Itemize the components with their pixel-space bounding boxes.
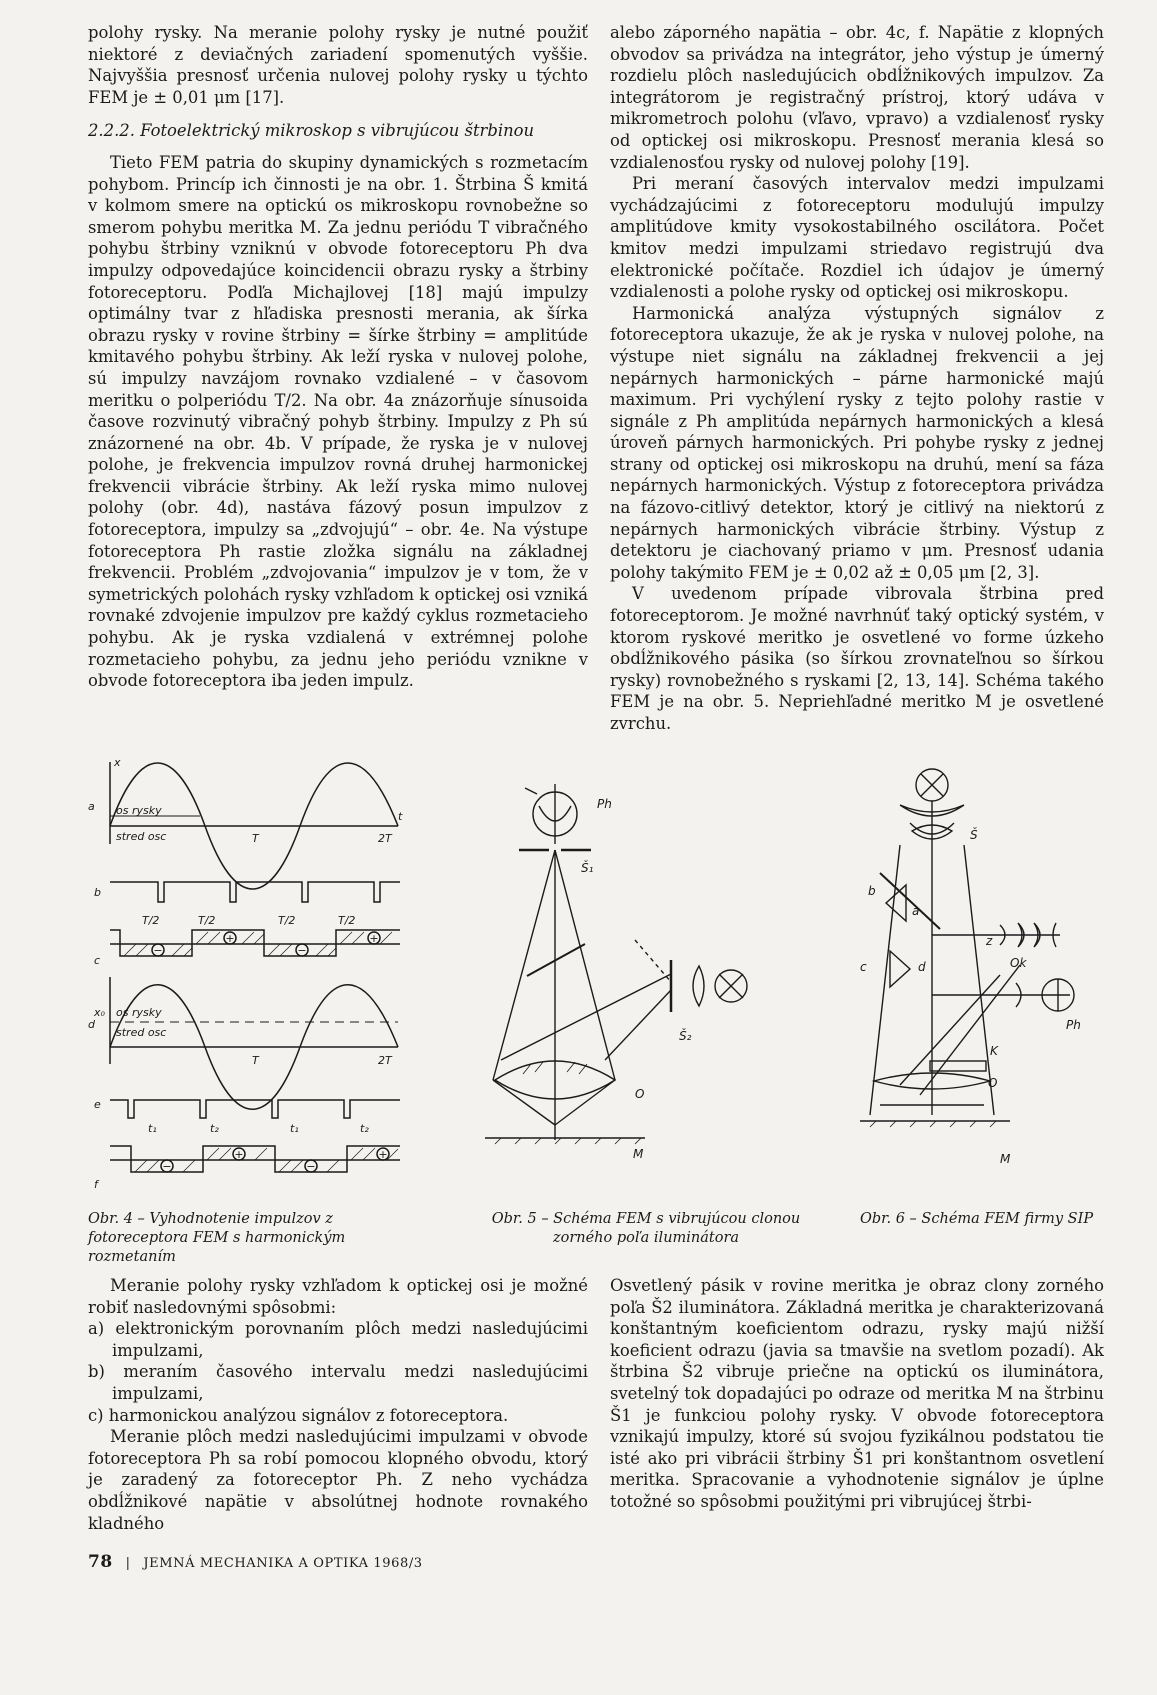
- journal-name: JEMNÁ MECHANIKA A OPTIKA 1968/3: [143, 1556, 423, 1571]
- label-x0: x₀: [94, 1006, 105, 1019]
- sign-plus: +: [378, 1148, 388, 1161]
- footer-separator: |: [125, 1556, 131, 1571]
- sign-minus: −: [297, 944, 307, 957]
- paragraph: Harmonická analýza výstupných signálov z fotoreceptora ukazuje, že ak je ryska v nulovej polohe, na výstupe niet signálu na základnej frekvencii a jej nepárnych harmonických – párne harmonické majú maximum. Pri vychýlení rysky z tejto polohy rastie v signále z Ph amplitúda nepárnych harmonických a klesá úroveň párnych harmonických. Pri pohybe rysky z jednej strany od optickej osi mikroskopu na druhú, mení sa fáza nepárnych harmonických. Výstup z fotoreceptora privádza na fázovo-citlivý detektor, ktorý je citlivý na niektorú z nepárnych harmonických vibrácie štrbiny. Výstup z detektoru je ciachovaný priamo v μm. Presnosť udania polohy takýmito FEM je ± 0,02 až ± 0,05 μm [2, 3].: [610, 303, 1104, 582]
- top-left-column: [88, 22, 588, 692]
- label-f: f: [94, 1178, 98, 1191]
- paragraph: Meranie plôch medzi nasledujúcimi impulzami v obvode fotoreceptora Ph sa robí pomocou klopného obvodu, ktorý je zaradený za fotoreceptor Ph. Z neho vychádza obdĺžnikové napätie v absolútnej hodnote rovnakého kladného: [88, 1427, 588, 1533]
- label-e: e: [94, 1098, 101, 1111]
- label-d: d: [918, 960, 926, 974]
- label-S1: Š₁: [581, 861, 594, 875]
- sign-plus: +: [369, 932, 379, 945]
- list-item: b) meraním časového intervalu medzi nasledujúcimi impulzami,: [88, 1362, 588, 1403]
- label-O: O: [988, 1076, 998, 1090]
- label-c: c: [860, 960, 867, 974]
- label-M: M: [633, 1147, 644, 1161]
- bottom-right-column: [610, 1275, 1104, 1513]
- label-z: z: [986, 934, 993, 948]
- page-number: 78: [88, 1552, 113, 1572]
- sign-minus: −: [162, 1160, 172, 1173]
- paragraph: alebo záporného napätia – obr. 4c, f. Napätie z klopných obvodov sa privádza na integrátor, jeho výstup je úmerný rozdielu plôch nasledujúcich obdĺžnikových impulzov. Za integrátorom je registračný prístroj, ktorý udáva v mikrometroch polohu (vľavo, vpravo) a vzdialenosť rysky od optickej osi mikroskopu. Presnosť merania klesá so vzdialenosťou rysky od nulovej polohy [19].: [610, 23, 1104, 172]
- top-right-column: [610, 22, 1104, 735]
- label-t1: t₁: [148, 1122, 157, 1135]
- label-half-2: T/2: [198, 914, 216, 927]
- paragraph: Osvetlený pásik v rovine meritka je obraz clony zorného poľa Š2 iluminátora. Základná meritka je charakterizovaná konštantným koeficientom odrazu, rysky majú nižší koeficient odrazu (javia sa tmavšie na svetlom pozadí). Ak štrbina Š2 vibruje priečne na optickú os iluminátora, svetelný tok dopadajúci po odraze od meritka M na štrbinu Š1 je funkciou polohy rysky. V obvode fotoreceptora vznikajú impulzy, ktoré sú svojou fyzikálnou podstatou tie isté ako pri vibrácii štrbiny Š1 pri konštantnom osvetlení meritka. Spracovanie a vyhodnotenie signálov je úplne totožné so spôsobmi použitými pri vibrujúcej štrbi-: [610, 1276, 1104, 1511]
- paragraph: Meranie polohy rysky vzhľadom k optickej osi je možné robiť nasledovnými spôsobmi:: [88, 1276, 588, 1317]
- label-2T: 2T: [378, 832, 392, 845]
- bottom-left-column: [88, 1275, 588, 1534]
- sign-minus: −: [153, 944, 163, 957]
- label-t2b: t₂: [360, 1122, 369, 1135]
- method-list: [88, 1318, 588, 1426]
- sign-plus: +: [225, 932, 235, 945]
- label-M: M: [1000, 1152, 1011, 1166]
- label-Ok: Ok: [1010, 956, 1027, 970]
- figure-6-diagram: [860, 755, 1120, 1175]
- label-t1b: t₁: [290, 1122, 299, 1135]
- label-d: d: [88, 1018, 95, 1031]
- figure-4-caption: Obr. 4 – Vyhodnotenie impulzov z fotoreceptora FEM s harmonickým rozmetaním: [88, 1211, 346, 1265]
- label-x: x: [114, 756, 121, 769]
- label-a: a: [912, 904, 920, 918]
- label-stred-osc: stred osc: [116, 830, 167, 843]
- label-S: Š: [970, 828, 978, 842]
- sign-plus: +: [234, 1148, 244, 1161]
- label-2T-d: 2T: [378, 1054, 392, 1067]
- label-b: b: [94, 886, 101, 899]
- list-item: c) harmonickou analýzou signálov z fotoreceptora.: [88, 1405, 509, 1425]
- label-half-3: T/2: [278, 914, 296, 927]
- label-t2: t₂: [210, 1122, 219, 1135]
- label-Ph: Ph: [597, 797, 612, 811]
- figure-6-caption: Obr. 6 – Schéma FEM firmy SIP: [860, 1211, 1094, 1227]
- list-item: a) elektronickým porovnaním plôch medzi nasledujúcimi impulzami,: [88, 1319, 588, 1360]
- sign-minus: −: [306, 1160, 316, 1173]
- page-footer: [88, 1552, 423, 1572]
- label-K: K: [990, 1044, 998, 1058]
- label-c: c: [94, 954, 101, 967]
- label-T: T: [252, 832, 259, 845]
- figure-5-caption: Obr. 5 – Schéma FEM s vibrujúcou clonou zorného poľa iluminátora: [491, 1211, 801, 1246]
- label-os-rysky-d: os rysky: [116, 1006, 162, 1019]
- figure-4-diagram: [80, 752, 420, 1197]
- figure-5-diagram: [485, 780, 815, 1170]
- paragraph: Pri meraní časových intervalov medzi impulzami vychádzajúcimi z fotoreceptoru modulujú impulzy amplitúdove kmity vysokostabilného oscilátora. Počet kmitov medzi impulzami striedavo registrujú dva elektronické počítače. Rozdiel ich údajov je úmerný vzdialenosti a polohe rysky od optickej osi mikroskopu.: [610, 174, 1104, 302]
- paragraph: Tieto FEM patria do skupiny dynamických s rozmetacím pohybom. Princíp ich činnosti je na obr. 1. Štrbina Š kmitá v kolmom smere na optickú os mikroskopu rovnobežne so smerom pohybu meritka M. Za jednu periódu T vibračného pohybu štrbiny vzniknú v obvode fotoreceptoru Ph dva impulzy odpovedajúce koincidencii obrazu rysky a štrbiny fotoreceptoru. Podľa Michajlovej [18] majú impulzy optimálny tvar z hľadiska presnosti merania, ak šírka obrazu rysky v rovine štrbiny = šírke štrbiny = amplitúde kmitavého pohybu štrbiny. Ak leží ryska v nulovej polohe, sú impulzy navzájom rovnako vzdialené – v časovom meritku o polperiódu T/2. Na obr. 4a znázorňuje sínusoida časove rozvinutý vibračný pohyb štrbiny. Impulzy z Ph sú znázornené na obr. 4b. V prípade, že ryska je v nulovej polohe, je frekvencia impulzov rovná druhej harmonickej frekvencii vibrácie štrbiny. Ak leží ryska mimo nulovej polohy (obr. 4d), nastáva fázový posun impulzov z fotoreceptora, impulzy sa „zdvojujú“ – obr. 4e. Na výstupe fotoreceptora Ph rastie zložka signálu na základnej frekvencii. Problém „zdvojovania“ impulzov je v tom, že v symetrických polohách rysky vzhľadom k optickej osi vzniká rovnaké zdvojenie impulzov pre každý cyklus rozmetacieho pohybu. Ak je ryska vzdialená v extrémnej polohe rozmetacieho pohybu, za jednu jeho periódu vznikne v obvode fotoreceptora iba jeden impulz.: [88, 152, 588, 691]
- paragraph: polohy rysky. Na meranie polohy rysky je nutné použiť niektoré z deviačných zariadení spomenutých vyššie. Najvyššia presnosť určenia nulovej polohy rysky u týchto FEM je ± 0,01 μm [17].: [88, 23, 588, 107]
- label-half-1: T/2: [142, 914, 160, 927]
- section-heading: 2.2.2. Fotoelektrický mikroskop s vibrujúcou štrbinou: [88, 121, 535, 141]
- label-t: t: [398, 810, 403, 823]
- label-Ph: Ph: [1066, 1018, 1081, 1032]
- label-a: a: [88, 800, 95, 813]
- paragraph: V uvedenom prípade vibrovala štrbina pred fotoreceptorom. Je možné navrhnúť taký optický systém, v ktorom ryskové meritko je osvetlené vo forme úzkeho obdĺžnikového pásika (so šírkou zrovnateľnou so šírkou rysky) rovnobežného s ryskami [2, 13, 14]. Schéma takého FEM je na obr. 5. Nepriehľadné meritko M je osvetlené zvrchu.: [610, 584, 1104, 733]
- label-O: O: [635, 1087, 645, 1101]
- label-b: b: [868, 884, 876, 898]
- label-T-d: T: [252, 1054, 259, 1067]
- label-stred-osc-d: stred osc: [116, 1026, 167, 1039]
- label-S2: Š₂: [679, 1029, 692, 1043]
- label-os-rysky: os rysky: [116, 804, 162, 817]
- label-half-4: T/2: [338, 914, 356, 927]
